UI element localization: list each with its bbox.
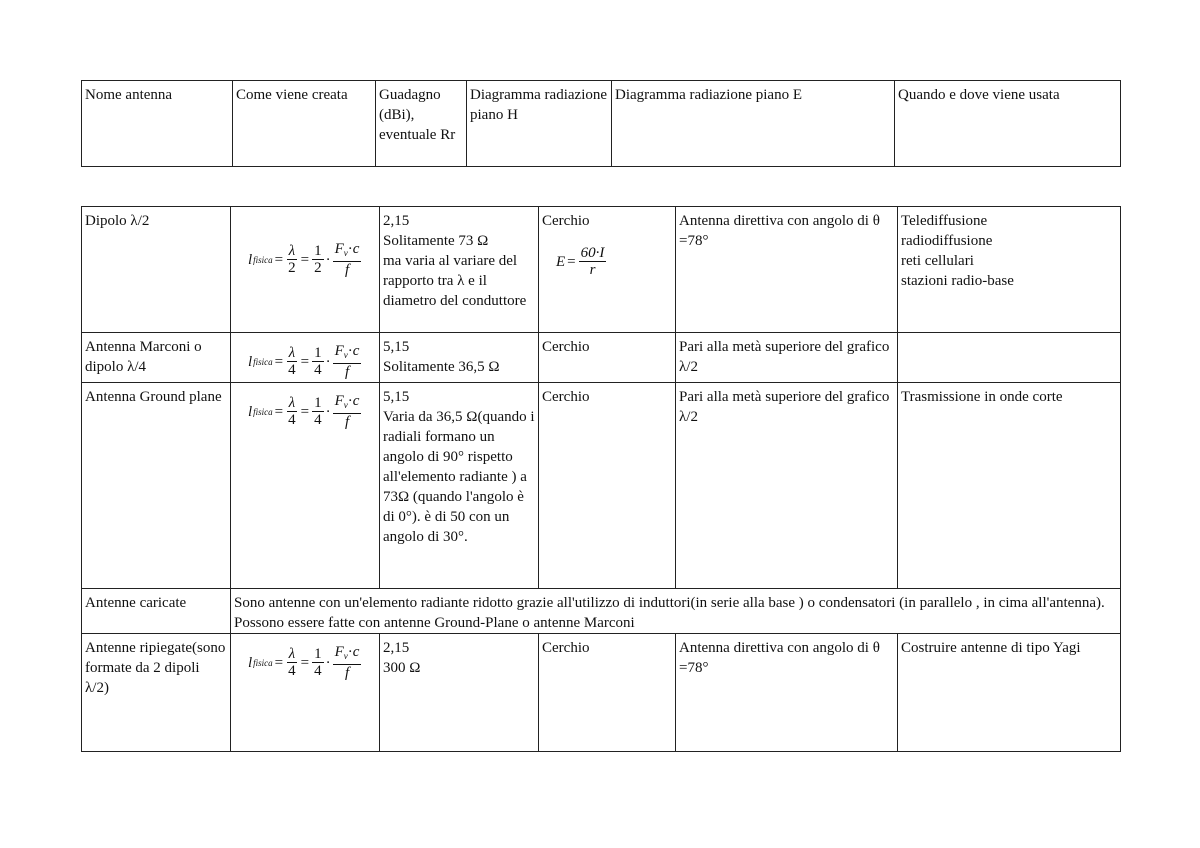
usage-cell: Trasmissione in onde corte bbox=[898, 383, 1121, 589]
plane-e-cell: Antenna direttiva con angolo di θ =78° bbox=[676, 634, 898, 752]
plane-e-cell: Pari alla metà superiore del grafico λ/2 bbox=[676, 383, 898, 589]
header-plane-h: Diagramma radiazione piano H bbox=[467, 81, 612, 167]
antenna-name: Antenna Marconi o dipolo λ/4 bbox=[82, 333, 231, 383]
antenna-name: Antenne caricate bbox=[82, 589, 231, 634]
header-gain: Guadagno (dBi), eventuale Rr bbox=[376, 81, 467, 167]
plane-e-cell: Antenna direttiva con angolo di θ =78° bbox=[676, 207, 898, 333]
antenna-table bbox=[81, 206, 1121, 752]
header-table bbox=[81, 80, 1121, 167]
creation-formula-cell bbox=[231, 333, 380, 383]
usage-cell: Costruire antenne di tipo Yagi bbox=[898, 634, 1121, 752]
plane-e-cell: Pari alla metà superiore del grafico λ/2 bbox=[676, 333, 898, 383]
usage-cell bbox=[898, 333, 1121, 383]
table-row bbox=[82, 383, 1121, 589]
header-plane-e: Diagramma radiazione piano E bbox=[612, 81, 895, 167]
table-row bbox=[82, 634, 1121, 752]
header-name: Nome antenna bbox=[82, 81, 233, 167]
plane-h-cell: Cerchio E = $\frac{60\cdot I}{r}$ bbox=[539, 207, 676, 333]
gain-cell: 5,15 Varia da 36,5 Ω(quando i radiali formano un angolo di 90° rispetto all'elemento radiante ) a 73Ω (quando l'angolo è di 0°). è di 50 con un angolo di 30°. bbox=[380, 383, 539, 589]
plane-h-cell: Cerchio bbox=[539, 333, 676, 383]
header-usage: Quando e dove viene usata bbox=[895, 81, 1121, 167]
length-formula-quarter: l fisica = $\frac{\lambda}{4}$ = $\frac{1}{4}$ · $\frac{F_v\cdot c}{f}$ bbox=[248, 393, 360, 430]
field-formula: E = $\frac{60\cdot I}{r}$ bbox=[556, 245, 605, 278]
gain-cell: 2,15 Solitamente 73 Ω ma varia al variare del rapporto tra λ e il diametro del conduttore bbox=[380, 207, 539, 333]
length-formula-quarter: l fisica = $\frac{\lambda}{4}$ = $\frac{1}{4}$ · $\frac{F_v\cdot c}{f}$ bbox=[248, 343, 360, 380]
length-formula-half: l fisica = $\frac{\lambda}{2}$ = $\frac{1}{2}$ · $\frac{F_v\cdot c}{f}$ bbox=[248, 241, 360, 278]
table-row bbox=[82, 589, 1121, 634]
plane-h-cell: Cerchio bbox=[539, 383, 676, 589]
description-cell: Sono antenne con un'elemento radiante ridotto grazie all'utilizzo di induttori(in serie alla base ) o condensatori (in parallelo , in cima all'antenna). Possono essere fatte con antenne Ground-Plane o antenne Marconi bbox=[231, 589, 1121, 634]
plane-h-cell: Cerchio bbox=[539, 634, 676, 752]
gain-cell: 5,15 Solitamente 36,5 Ω bbox=[380, 333, 539, 383]
header-row bbox=[82, 81, 1121, 167]
header-creation: Come viene creata bbox=[233, 81, 376, 167]
antenna-name: Antenne ripiegate(sono formate da 2 dipoli λ/2) bbox=[82, 634, 231, 752]
antenna-name: Antenna Ground plane bbox=[82, 383, 231, 589]
antenna-name: Dipolo λ/2 bbox=[82, 207, 231, 333]
table-row bbox=[82, 333, 1121, 383]
creation-formula-cell bbox=[231, 634, 380, 752]
creation-formula-cell bbox=[231, 383, 380, 589]
length-formula-quarter: l fisica = $\frac{\lambda}{4}$ = $\frac{1}{4}$ · $\frac{F_v\cdot c}{f}$ bbox=[248, 644, 360, 681]
usage-cell: Telediffusione radiodiffusione reti cellulari stazioni radio-base bbox=[898, 207, 1121, 333]
table-row bbox=[82, 207, 1121, 333]
creation-formula-cell bbox=[231, 207, 380, 333]
gain-cell: 2,15 300 Ω bbox=[380, 634, 539, 752]
